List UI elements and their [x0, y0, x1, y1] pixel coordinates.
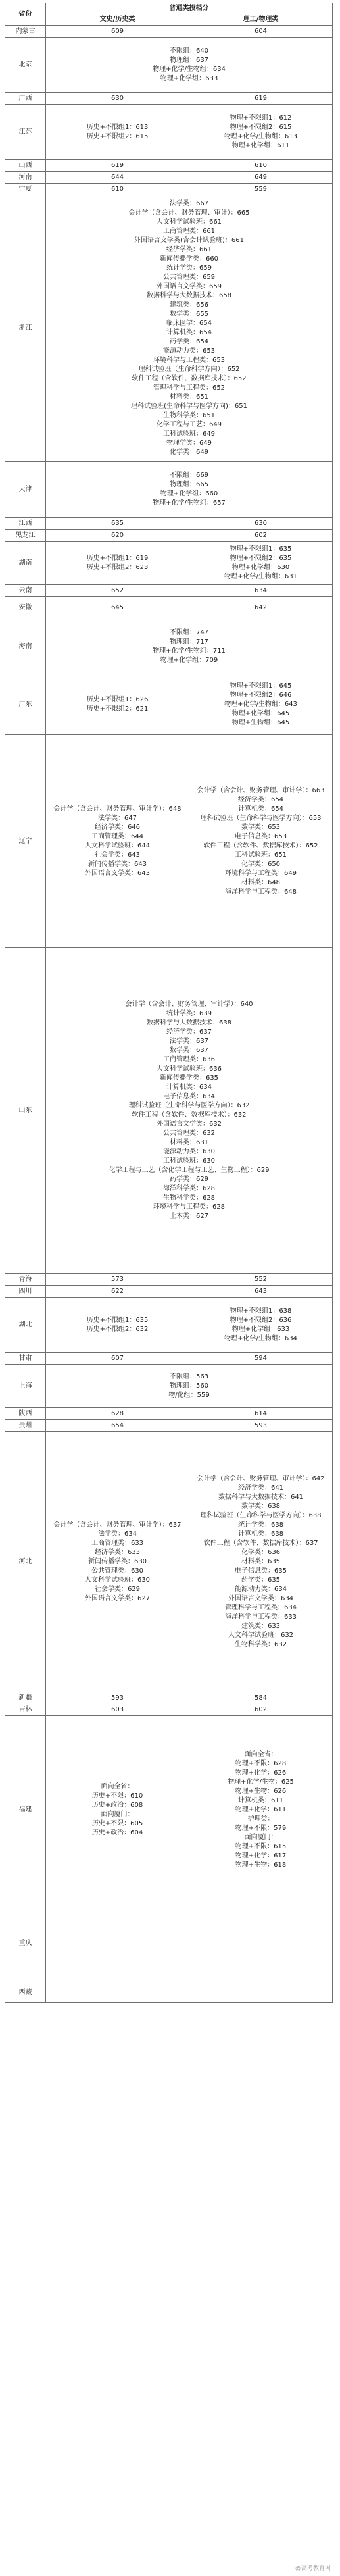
header-arts: 文史/历史类 [46, 14, 189, 26]
table-row [5, 93, 333, 105]
score-line: 物理+不限：579 [235, 1824, 287, 1832]
score-line: 法学类：637 [169, 1038, 209, 1045]
score-line: 物理+化学组：660 [160, 490, 218, 497]
score-line: 公共管理类：659 [162, 274, 216, 281]
score-line: 物理学类：649 [166, 440, 212, 447]
score-line: 物理+生物组：645 [231, 719, 290, 726]
score-line: 能源动力类：653 [162, 347, 216, 355]
score-line: 面向全省： [244, 1750, 278, 1758]
watermark: @高考教育网 [295, 2565, 331, 2572]
science-score: 559 [189, 184, 333, 195]
province-cell: 河北 [5, 1432, 46, 1692]
score-line: 数据科学与大数据技术：638 [146, 1019, 232, 1026]
science-score-list [189, 735, 333, 948]
score-line: 物理+化学/生物组：613 [224, 132, 297, 140]
score-line: 管理科学与工程类：652 [153, 384, 226, 391]
score-line: 外国语言文学类：627 [84, 1594, 151, 1602]
score-line: 物理+不限组2：636 [230, 1316, 292, 1324]
score-line: 物理+化学组：633 [160, 74, 218, 82]
score-line: 药学类：654 [169, 338, 209, 345]
score-line: 面向厦门： [244, 1833, 278, 1841]
score-line: 生物科学类：651 [162, 412, 216, 419]
score-line: 物理+化学/生物组：711 [153, 647, 226, 655]
score-line: 物理+化学/生物组：634 [153, 65, 226, 73]
province-cell: 江西 [5, 518, 46, 530]
score-line: 药学类：635 [241, 1576, 281, 1584]
science-score: 642 [189, 597, 333, 619]
merged-score-list [46, 619, 333, 674]
table-row [5, 172, 333, 184]
score-line: 会计学（含会计、财务管理、审计学）：642 [197, 1475, 325, 1482]
science-score: 614 [189, 1408, 333, 1420]
score-line: 物理+不限组1：638 [230, 1307, 292, 1315]
score-line: 工商管理类：636 [162, 1056, 216, 1063]
score-line: 理科试验班（生命科学与医学方向）：638 [200, 1511, 322, 1519]
province-cell: 安徽 [5, 597, 46, 619]
province-cell: 陕西 [5, 1408, 46, 1420]
score-line: 历史+政治：604 [91, 1829, 143, 1836]
arts-score: 609 [46, 26, 189, 38]
science-score: 634 [189, 585, 333, 597]
score-line: 统计学类：639 [166, 1010, 212, 1017]
score-line: 历史+不限组2：615 [86, 132, 149, 140]
score-line: 药学类：629 [169, 1176, 209, 1183]
province-cell: 新疆 [5, 1692, 46, 1704]
score-line: 工科试验班：649 [162, 430, 216, 438]
score-line: 工科试验班：651 [234, 851, 287, 859]
score-line: 物理组：637 [169, 56, 209, 64]
arts-score-list [46, 1716, 189, 1904]
arts-score: 630 [46, 93, 189, 105]
table-row [5, 1983, 333, 2003]
score-line: 法学类：634 [97, 1530, 137, 1538]
score-line: 物理组：717 [169, 638, 209, 645]
arts-score-list [46, 1432, 189, 1692]
score-line: 经济学类：654 [237, 796, 284, 803]
score-line: 理科试验班（生命科学方向）：652 [138, 366, 240, 373]
table-row [5, 948, 333, 1274]
province-cell: 内蒙古 [5, 26, 46, 38]
score-line: 物理+化学：617 [235, 1852, 287, 1859]
score-line: 生物科学类：628 [162, 1194, 216, 1201]
table-row [5, 674, 333, 735]
score-line: 物理+生物：618 [235, 1861, 287, 1869]
table-row [5, 1298, 333, 1353]
province-cell: 贵州 [5, 1420, 46, 1432]
science-score: 593 [189, 1420, 333, 1432]
score-line: 海洋科学类：628 [162, 1185, 216, 1192]
arts-score-list [46, 735, 189, 948]
province-cell: 海南 [5, 619, 46, 674]
table-row [5, 1704, 333, 1716]
table-row [5, 1420, 333, 1432]
score-line: 新闻传播学类：660 [159, 255, 219, 263]
score-line: 环境科学与工程类：649 [224, 869, 297, 877]
score-line: 不限组：563 [169, 1373, 209, 1380]
score-line: 软件工程（含软件、数据库技术）：637 [203, 1539, 318, 1547]
arts-score: 622 [46, 1286, 189, 1298]
score-line: 化学类：636 [241, 1548, 281, 1556]
science-score-list [189, 1432, 333, 1692]
score-line: 物理+化学：611 [235, 1806, 287, 1813]
score-line: 电子信息类：634 [162, 1093, 216, 1100]
province-cell: 浙江 [5, 195, 46, 462]
score-line: 公共管理类：632 [162, 1130, 216, 1137]
score-line: 不限组：640 [169, 47, 209, 55]
province-cell: 上海 [5, 1365, 46, 1408]
arts-score: 654 [46, 1420, 189, 1432]
score-line: 软件工程（含软件、数据库技术）：632 [132, 1111, 247, 1119]
score-line: 物理+不限：628 [235, 1759, 287, 1767]
score-line: 物理+化学组：633 [231, 1325, 290, 1333]
score-line: 不限组：747 [169, 628, 209, 636]
province-cell: 福建 [5, 1716, 46, 1904]
score-line: 历史+不限组2：623 [86, 563, 149, 571]
table-row [5, 1692, 333, 1704]
science-score: 602 [189, 1704, 333, 1716]
score-line: 经济学类：661 [166, 246, 212, 253]
table-header [5, 3, 333, 26]
score-line: 不限组：669 [169, 472, 209, 479]
score-line: 计算机类：611 [237, 1796, 284, 1804]
score-line: 物理+化学/生物：625 [228, 1778, 294, 1786]
table-row [5, 38, 333, 93]
score-line: 材料类：631 [169, 1139, 209, 1146]
score-line: 理科试验班(生命科学与医学方向)：651 [131, 403, 247, 410]
province-cell: 江苏 [5, 105, 46, 160]
score-line: 物理+不限组1：635 [230, 545, 292, 553]
arts-cell-empty [46, 1983, 189, 2003]
score-line: 社会学类：629 [94, 1585, 141, 1593]
score-line: 外国语言文学类：634 [228, 1594, 294, 1602]
score-line: 化学工程与工艺：649 [156, 421, 222, 428]
table-row [5, 184, 333, 195]
table-row [5, 105, 333, 160]
score-line: 理科试验班（生命科学与医学方向）：632 [128, 1102, 250, 1109]
score-line: 物理+化学组：611 [231, 141, 290, 149]
score-line: 历史+不限组1：635 [86, 1316, 149, 1324]
arts-score-list [46, 674, 189, 735]
table-row [5, 542, 333, 585]
score-line: 会计学（含会计、财务管理、审计学）：640 [125, 1001, 253, 1008]
score-line: 会计学（含会计、财务管理、审计学）：648 [53, 805, 182, 813]
score-line: 经济学类：637 [166, 1028, 212, 1036]
score-line: 历史+不限：610 [91, 1792, 143, 1800]
province-cell: 河南 [5, 172, 46, 184]
score-line: 物/化组：559 [168, 1391, 210, 1399]
score-line: 护理类： [247, 1815, 274, 1823]
table-row [5, 1904, 333, 1983]
score-line: 工商管理类：633 [91, 1539, 144, 1547]
score-line: 新闻传播学类：630 [87, 1557, 147, 1565]
score-line: 面向厦门： [101, 1810, 134, 1818]
table-row [5, 1286, 333, 1298]
score-line: 工商管理类：644 [91, 832, 144, 840]
score-line: 材料类：635 [241, 1557, 281, 1565]
score-line: 生物科学类：632 [234, 1640, 287, 1648]
science-score: 643 [189, 1286, 333, 1298]
province-cell: 甘肃 [5, 1353, 46, 1365]
score-line: 经济学类：646 [94, 823, 141, 831]
province-cell: 山东 [5, 948, 46, 1274]
score-line: 经济学类：633 [94, 1548, 141, 1556]
province-cell: 黑龙江 [5, 530, 46, 542]
province-cell: 北京 [5, 38, 46, 93]
score-line: 土木类：627 [169, 1213, 209, 1220]
province-cell: 青海 [5, 1274, 46, 1286]
score-line: 外国语言文学类：659 [156, 283, 222, 290]
arts-score: 628 [46, 1408, 189, 1420]
science-score-list [189, 542, 333, 585]
province-cell: 广东 [5, 674, 46, 735]
score-line: 物理+不限组2：635 [230, 554, 292, 562]
score-line: 公共管理类：630 [91, 1567, 144, 1575]
score-line: 能源动力类：634 [234, 1585, 287, 1593]
score-line: 物理+化学组：630 [231, 563, 290, 571]
score-line: 材料类：648 [241, 878, 281, 886]
table-row [5, 160, 333, 172]
arts-score: 573 [46, 1274, 189, 1286]
score-line: 物理+化学/生物组：643 [224, 700, 297, 708]
score-line: 历史+政治：608 [91, 1801, 143, 1809]
score-line: 工科试验班：630 [162, 1157, 216, 1165]
arts-score: 645 [46, 597, 189, 619]
arts-score: 610 [46, 184, 189, 195]
score-line: 化学类：650 [241, 860, 281, 868]
score-line: 计算机类：634 [166, 1084, 212, 1091]
score-line: 新闻传播学类：643 [87, 860, 147, 868]
science-score: 630 [189, 518, 333, 530]
score-line: 材料类：651 [169, 393, 209, 401]
score-line: 电子信息类：653 [234, 832, 287, 840]
score-line: 物理+不限组1：645 [230, 682, 292, 690]
score-line: 历史+不限组2：621 [86, 705, 149, 713]
merged-score-list [46, 38, 333, 93]
header-science: 理工/物理类 [189, 14, 333, 26]
arts-score: 607 [46, 1353, 189, 1365]
arts-score: 619 [46, 160, 189, 172]
province-cell: 山西 [5, 160, 46, 172]
arts-score: 603 [46, 1704, 189, 1716]
score-line: 新闻传播学类：635 [159, 1074, 219, 1082]
merged-score-list [46, 1365, 333, 1408]
table-row [5, 1365, 333, 1408]
score-line: 化学工程与工艺（含化学工程与工艺、生物工程）：629 [109, 1167, 270, 1174]
score-line: 环境科学与工程类：628 [153, 1203, 226, 1211]
province-cell: 西藏 [5, 1983, 46, 2003]
score-line: 物理+不限组2：646 [230, 691, 292, 699]
score-line: 海洋科学与工程类：633 [224, 1613, 297, 1621]
science-score: 594 [189, 1353, 333, 1365]
score-line: 管理科学与工程类：634 [224, 1604, 297, 1611]
score-line: 物理+化学：626 [235, 1769, 287, 1777]
arts-score-list [46, 105, 189, 160]
score-line: 物理+生物：626 [235, 1787, 287, 1795]
score-line: 建筑类：633 [241, 1622, 281, 1630]
table-body [5, 26, 333, 2003]
arts-score: 652 [46, 585, 189, 597]
province-cell: 云南 [5, 585, 46, 597]
score-line: 统计学类：659 [166, 265, 212, 272]
merged-score-list [46, 195, 333, 462]
arts-score: 620 [46, 530, 189, 542]
province-cell: 湖南 [5, 542, 46, 585]
score-line: 海洋科学与工程类：648 [224, 888, 297, 896]
science-score-list [189, 1298, 333, 1353]
table-row [5, 530, 333, 542]
science-cell-empty [189, 1904, 333, 1983]
header-province: 省份 [5, 3, 46, 26]
science-score: 584 [189, 1692, 333, 1704]
science-score-list [189, 674, 333, 735]
score-line: 法学类：647 [97, 814, 137, 822]
score-line: 数据科学与大数据技术：658 [146, 292, 232, 299]
score-line: 历史+不限组1：626 [86, 695, 149, 703]
score-line: 软件工程（含软件、数据库技术）：652 [203, 842, 318, 849]
arts-cell-empty [46, 1904, 189, 1983]
score-line: 数学类：638 [241, 1502, 281, 1510]
score-line: 统计学类：638 [237, 1521, 284, 1528]
province-cell: 辽宁 [5, 735, 46, 948]
table-row [5, 26, 333, 38]
province-cell: 天津 [5, 462, 46, 518]
merged-score-list [46, 948, 333, 1274]
score-line: 外国语言文学类：632 [156, 1121, 222, 1128]
score-line: 环境科学与工程类：653 [153, 357, 226, 364]
score-line: 面向全省： [101, 1782, 134, 1790]
province-cell: 广西 [5, 93, 46, 105]
score-line: 工商管理类：661 [162, 228, 216, 235]
score-line: 数据科学与大数据技术：641 [218, 1493, 304, 1501]
score-line: 计算机类：654 [237, 805, 284, 813]
science-score-list [189, 1716, 333, 1904]
arts-score-list [46, 1298, 189, 1353]
table-row [5, 619, 333, 674]
score-line: 物理+化学/生物组：631 [224, 572, 297, 580]
score-line: 社会学类：643 [94, 851, 141, 859]
score-line: 法学类：667 [169, 200, 209, 207]
table-row [5, 462, 333, 518]
score-line: 物理+不限组1：612 [230, 114, 292, 122]
score-line: 会计学（含会计、财务管理、审计学）：637 [53, 1521, 182, 1528]
arts-score: 635 [46, 518, 189, 530]
score-line: 软件工程（含软件、数据库技术）：652 [132, 375, 247, 382]
table-row [5, 195, 333, 462]
score-line: 人文科学试验班：661 [156, 218, 222, 226]
score-line: 人文科学试验班：630 [84, 1576, 151, 1584]
score-line: 化学类：649 [169, 449, 209, 456]
province-cell: 重庆 [5, 1904, 46, 1983]
score-line: 电子信息类：635 [234, 1567, 287, 1575]
score-line: 数学类：653 [241, 823, 281, 831]
score-line: 物理组：560 [169, 1382, 209, 1390]
arts-score: 644 [46, 172, 189, 184]
score-line: 物理+化学组：709 [160, 656, 218, 664]
science-score: 619 [189, 93, 333, 105]
score-line: 外国语言文学类：643 [84, 869, 151, 877]
score-line: 人文科学试验班：632 [228, 1631, 294, 1639]
table-row [5, 585, 333, 597]
score-line: 会计学（含会计、财务管理、审计学）：663 [197, 786, 325, 794]
score-line: 外国语言文学类(含会计试验班)：661 [134, 237, 244, 244]
table-row [5, 1408, 333, 1420]
score-line: 经济学类：641 [237, 1484, 284, 1492]
score-line: 历史+不限组1：619 [86, 554, 149, 562]
arts-score-list [46, 542, 189, 585]
table-row [5, 735, 333, 948]
score-line: 物理+化学组：645 [231, 709, 290, 717]
table-row [5, 597, 333, 619]
province-cell: 四川 [5, 1286, 46, 1298]
score-line: 物理+不限组2：615 [230, 123, 292, 131]
science-score-list [189, 105, 333, 160]
admission-score-sheet [5, 3, 332, 2003]
table-row [5, 1274, 333, 1286]
score-line: 计算机类：638 [237, 1530, 284, 1538]
table-row [5, 518, 333, 530]
score-line: 历史+不限组1：613 [86, 123, 149, 131]
science-score: 552 [189, 1274, 333, 1286]
score-line: 建筑类：656 [169, 301, 209, 309]
score-line: 会计学（含会计、财务管理、审计）：665 [128, 209, 250, 216]
province-cell: 吉林 [5, 1704, 46, 1716]
science-score: 610 [189, 160, 333, 172]
science-score: 602 [189, 530, 333, 542]
score-line: 人文科学试验班：644 [84, 842, 151, 849]
score-line: 历史+不限组2：632 [86, 1325, 149, 1333]
score-line: 计算机类：654 [166, 329, 212, 336]
province-cell: 宁夏 [5, 184, 46, 195]
score-table [5, 3, 333, 2003]
score-line: 物理组：665 [169, 481, 209, 488]
science-cell-empty [189, 1983, 333, 2003]
score-line: 人文科学试验班：636 [156, 1065, 222, 1073]
merged-score-list [46, 462, 333, 518]
score-line: 临床医学：654 [166, 320, 212, 327]
score-line: 历史+不限：605 [91, 1819, 143, 1827]
score-line: 理科试验班（生命科学与医学方向）：653 [200, 814, 322, 822]
table-row [5, 1432, 333, 1692]
score-line: 数学类：637 [169, 1047, 209, 1054]
table-row [5, 1716, 333, 1904]
header-group: 普通类投档分 [46, 3, 333, 14]
province-cell: 湖北 [5, 1298, 46, 1353]
arts-score: 593 [46, 1692, 189, 1704]
score-line: 物理+化学/生物组：657 [153, 499, 226, 507]
science-score: 649 [189, 172, 333, 184]
table-row [5, 1353, 333, 1365]
score-line: 能源动力类：630 [162, 1148, 216, 1155]
score-line: 数学类：655 [169, 311, 209, 318]
score-line: 物理+化学/生物组：634 [224, 1334, 297, 1342]
score-line: 物理+不限：615 [235, 1842, 287, 1850]
science-score: 604 [189, 26, 333, 38]
